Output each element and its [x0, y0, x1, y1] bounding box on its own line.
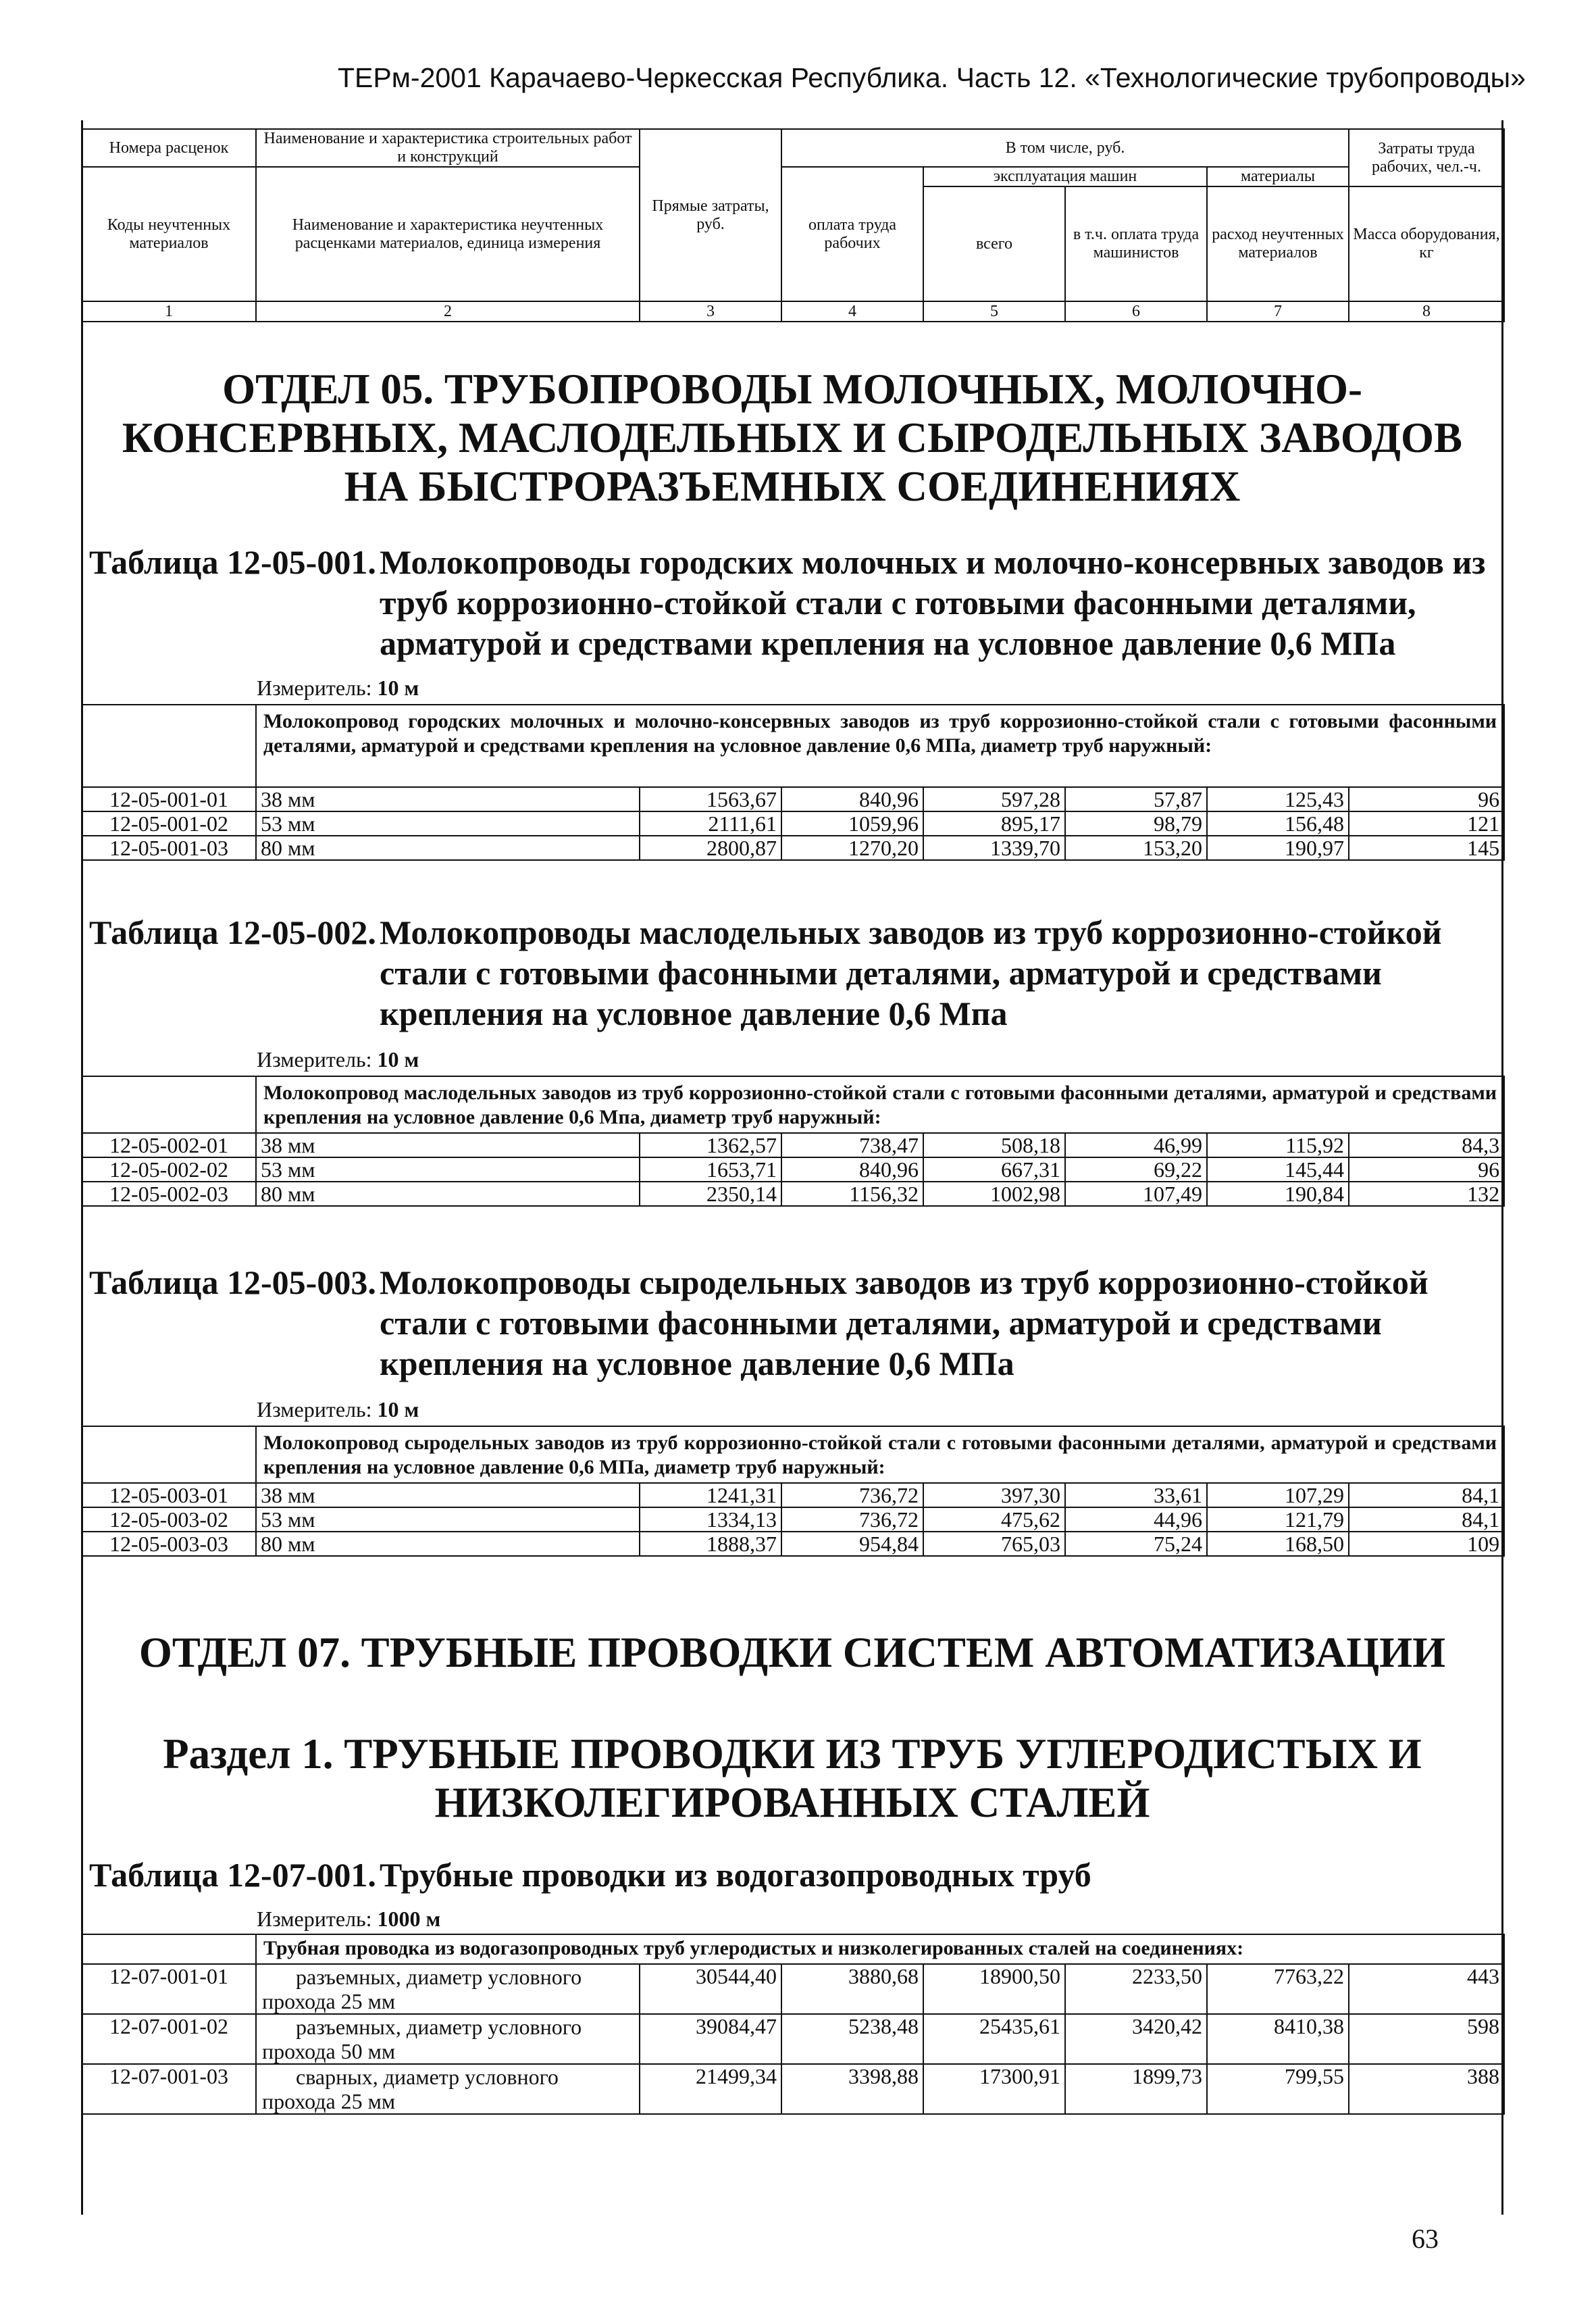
header-work-name: Наименование и характеристика строительных работ и конструкций	[256, 129, 640, 167]
header-material-name: Наименование и характеристика неучтенных расценками материалов, единица измерения	[256, 167, 640, 301]
measure-unit: Измеритель: 1000 м	[257, 1907, 441, 1931]
table-12-05-001-title	[89, 542, 1494, 670]
table-row: 12-07-001-02 разъемных, диаметр условного прохода 50 мм 39084,47 5238,48 25435,61 3420,42 8410,38 598	[82, 2014, 1504, 2064]
table-description: Молокопровод маслодельных заводов из труб коррозионно-стойкой стали с готовыми фасонными деталями, арматурой и средствами крепления на условное давление 0,6 Мпа, диаметр труб наружный:	[256, 1076, 1504, 1133]
running-header: ТЕРм-2001 Карачаево-Черкесская Республика. Часть 12. «Технологические трубопроводы»	[338, 62, 1526, 93]
column-header-table	[81, 128, 1505, 322]
col-num: 5	[923, 301, 1065, 322]
table-row: 12-07-001-01 разъемных, диаметр условного прохода 25 мм 30544,40 3880,68 18900,50 2233,50 7763,22 443	[82, 1964, 1504, 2014]
measure-unit: Измеритель: 10 м	[257, 1047, 419, 1072]
header-material-usage: расход неучтенных материалов	[1207, 186, 1349, 301]
col-num: 3	[640, 301, 781, 322]
measure-unit: Измеритель: 10 м	[257, 1397, 419, 1422]
table-label: Таблица 12-05-003.	[89, 1263, 376, 1301]
col-num: 1	[82, 301, 256, 322]
header-worker-pay: оплата труда рабочих	[781, 167, 923, 301]
col-num: 2	[256, 301, 640, 322]
header-labor-costs: Затраты труда рабочих, чел.-ч.	[1349, 129, 1504, 186]
table-row: 12-05-001-01 38 мм 1563,67 840,96 597,28 57,87 125,43 96	[82, 787, 1504, 811]
col-num: 8	[1349, 301, 1504, 322]
table-row: 12-05-002-01 38 мм 1362,57 738,47 508,18 46,99 115,92 84,3	[82, 1133, 1504, 1157]
table-row: 12-05-002-03 80 мм 2350,14 1156,32 1002,98 107,49 190,84 132	[82, 1182, 1504, 1206]
header-machinist-pay: в т.ч. оплата труда машинистов	[1065, 186, 1207, 301]
col-num: 7	[1207, 301, 1349, 322]
table-12-05-002-title	[89, 912, 1494, 1040]
header-including: В том числе, руб.	[781, 129, 1349, 167]
table-12-05-002	[81, 1076, 1505, 1207]
desc-left-cell	[82, 1426, 256, 1483]
header-material-codes: Коды неучтенных материалов	[82, 167, 256, 301]
razdel-1-title: Раздел 1. ТРУБНЫЕ ПРОВОДКИ ИЗ ТРУБ УГЛЕРОДИСТЫХ И НИЗКОЛЕГИРОВАННЫХ СТАЛЕЙ	[163, 1730, 1422, 1826]
table-row: 12-07-001-03 сварных, диаметр условного прохода 25 мм 21499,34 3398,88 17300,91 1899,73 799,55 388	[82, 2064, 1504, 2114]
table-label: Таблица 12-05-002.	[89, 913, 376, 951]
table-caption: Молокопроводы маслодельных заводов из труб коррозионно-стойкой стали с готовыми фасонными деталями, арматурой и средствами крепления на условное давление 0,6 Мпа	[380, 913, 1442, 1032]
measure-unit: Измеритель: 10 м	[257, 676, 419, 700]
header-machines: эксплуатация машин	[923, 167, 1207, 186]
table-label: Таблица 12-07-001.	[89, 1856, 376, 1894]
table-12-07-001	[81, 1934, 1505, 2115]
table-12-05-001	[81, 704, 1505, 861]
table-row: 12-05-003-01 38 мм 1241,31 736,72 397,30 33,61 107,29 84,1	[82, 1483, 1504, 1507]
header-materials: материалы	[1207, 167, 1349, 186]
table-description: Молокопровод городских молочных и молочно-консервных заводов из труб коррозионно-стойкой стали с готовыми фасонными деталями, арматурой и средствами крепления на условное давление 0,6 МПа, диаметр труб наружный:	[256, 705, 1504, 787]
table-12-07-001-title	[89, 1855, 1494, 1896]
table-caption: Молокопроводы городских молочных и молочно-консервных заводов из труб коррозионно-стойкой стали с готовыми фасонными деталями, арматурой и средствами крепления на условное давление 0,6 МПа	[380, 543, 1486, 662]
table-description: Трубная проводка из водогазопроводных труб углеродистых и низколегированных сталей на соединениях:	[256, 1934, 1504, 1964]
table-label: Таблица 12-05-001.	[89, 543, 376, 581]
table-12-05-003-title	[89, 1262, 1494, 1390]
desc-left-cell	[82, 705, 256, 787]
table-row: 12-05-003-03 80 мм 1888,37 954,84 765,03 75,24 168,50 109	[82, 1532, 1504, 1556]
table-description: Молокопровод сыродельных заводов из труб коррозионно-стойкой стали с готовыми фасонными деталями, арматурой и средствами крепления на условное давление 0,6 МПа, диаметр труб наружный:	[256, 1426, 1504, 1483]
desc-left-cell	[82, 1934, 256, 1964]
table-12-05-003	[81, 1426, 1505, 1557]
table-caption: Молокопроводы сыродельных заводов из труб коррозионно-стойкой стали с готовыми фасонными деталями, арматурой и средствами крепления на условное давление 0,6 МПа	[380, 1263, 1428, 1382]
col-num: 6	[1065, 301, 1207, 322]
header-total: всего	[923, 186, 1065, 301]
table-caption: Трубные проводки из водогазопроводных труб	[380, 1856, 1091, 1894]
header-rate-numbers: Номера расценок	[82, 129, 256, 167]
section-07-title: ОТДЕЛ 07. ТРУБНЫЕ ПРОВОДКИ СИСТЕМ АВТОМАТИЗАЦИИ	[138, 1629, 1446, 1676]
header-equipment-mass: Масса оборудования, кг	[1349, 186, 1504, 301]
table-row: 12-05-003-02 53 мм 1334,13 736,72 475,62 44,96 121,79 84,1	[82, 1507, 1504, 1532]
desc-left-cell	[82, 1076, 256, 1133]
table-row: 12-05-001-03 80 мм 2800,87 1270,20 1339,70 153,20 190,97 145	[82, 836, 1504, 860]
header-direct-costs: Прямые затраты, руб.	[640, 129, 781, 301]
section-05-title: ОТДЕЛ 05. ТРУБОПРОВОДЫ МОЛОЧНЫХ, МОЛОЧНО-КОНСЕРВНЫХ, МАСЛОДЕЛЬНЫХ И СЫРОДЕЛЬНЫХ ЗАВОДОВ НА БЫСТРОРАЗЪЕМНЫХ СОЕДИНЕНИЯХ	[122, 366, 1463, 510]
table-row: 12-05-002-02 53 мм 1653,71 840,96 667,31 69,22 145,44 96	[82, 1157, 1504, 1182]
page-number: 63	[1412, 2223, 1439, 2254]
col-num: 4	[781, 301, 923, 322]
table-row: 12-05-001-02 53 мм 2111,61 1059,96 895,17 98,79 156,48 121	[82, 811, 1504, 836]
